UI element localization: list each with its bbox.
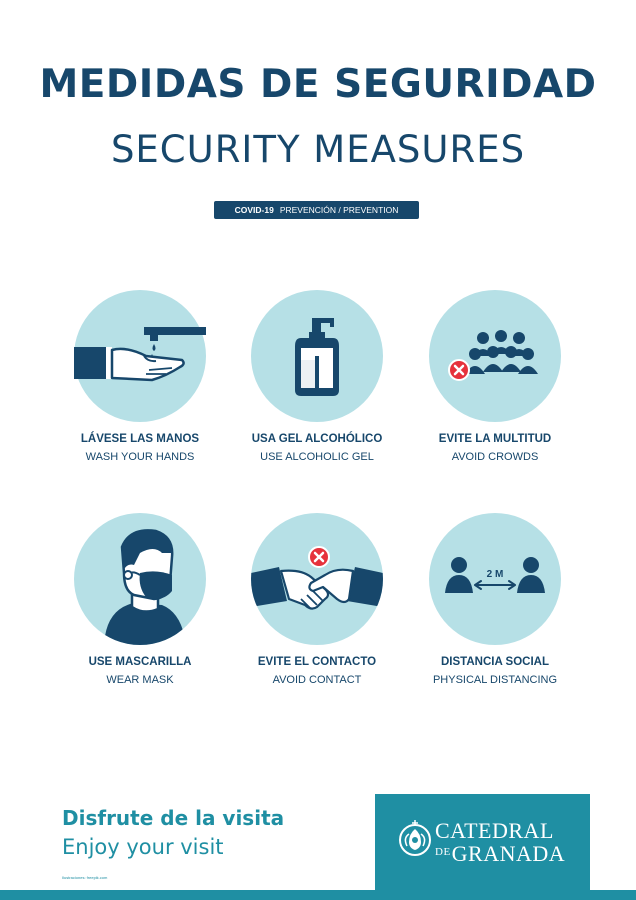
badge-covid-label: COVID-19 [234,205,274,215]
measure-label-en: PHYSICAL DISTANCING [432,674,558,686]
measure-avoid-crowds [400,290,590,463]
page-subtitle: SECURITY MEASURES [110,128,526,171]
illustration-credit: Ilustraciones: freepik.com [62,875,108,880]
handshake-icon [251,513,383,645]
measure-label-en: WEAR MASK [106,674,174,686]
cathedral-crest-icon [397,816,433,866]
sanitizer-bottle-icon [251,290,383,422]
measure-label-en: WASH YOUR HANDS [85,451,195,463]
distance-label: 2 M [486,569,504,580]
covid-badge [214,201,419,219]
face-mask-icon [74,513,206,645]
hand-washing-icon [74,290,206,422]
social-distance-icon [429,513,561,645]
logo-text-granada: GRANADA [451,841,566,866]
badge-prevention-label: PREVENCIÓN / PREVENTION [279,205,399,215]
measure-label-es: DISTANCIA SOCIAL [441,656,549,668]
measure-label-en: USE ALCOHOLIC GEL [260,451,374,463]
cathedral-logo [375,794,590,890]
measure-label-es: USA GEL ALCOHÓLICO [251,433,383,445]
measure-social-distance [400,513,590,686]
bottom-bar [0,890,636,900]
logo-text-granada-line [435,841,565,867]
measure-label-es: EVITE LA MULTITUD [438,433,552,445]
measure-label-es: EVITE EL CONTACTO [257,656,377,668]
measure-label-es: USE MASCARILLA [88,656,192,668]
footer-enjoy-es: Disfrute de la visita [62,806,285,830]
logo-text-catedral: CATEDRAL [435,818,554,843]
measure-label-en: AVOID CONTACT [272,674,362,686]
measure-label-en: AVOID CROWDS [451,451,539,463]
crowd-icon [429,290,561,422]
measure-avoid-contact [222,513,412,686]
measure-wear-mask [45,513,235,686]
logo-text-de: DE [435,846,451,858]
measure-label-es: LÁVESE LAS MANOS [80,433,200,445]
footer-enjoy-en: Enjoy your visit [62,835,224,859]
measure-alcohol-gel [222,290,412,463]
page-title: MEDIDAS DE SEGURIDAD [39,62,597,107]
measure-wash-hands [45,290,235,463]
